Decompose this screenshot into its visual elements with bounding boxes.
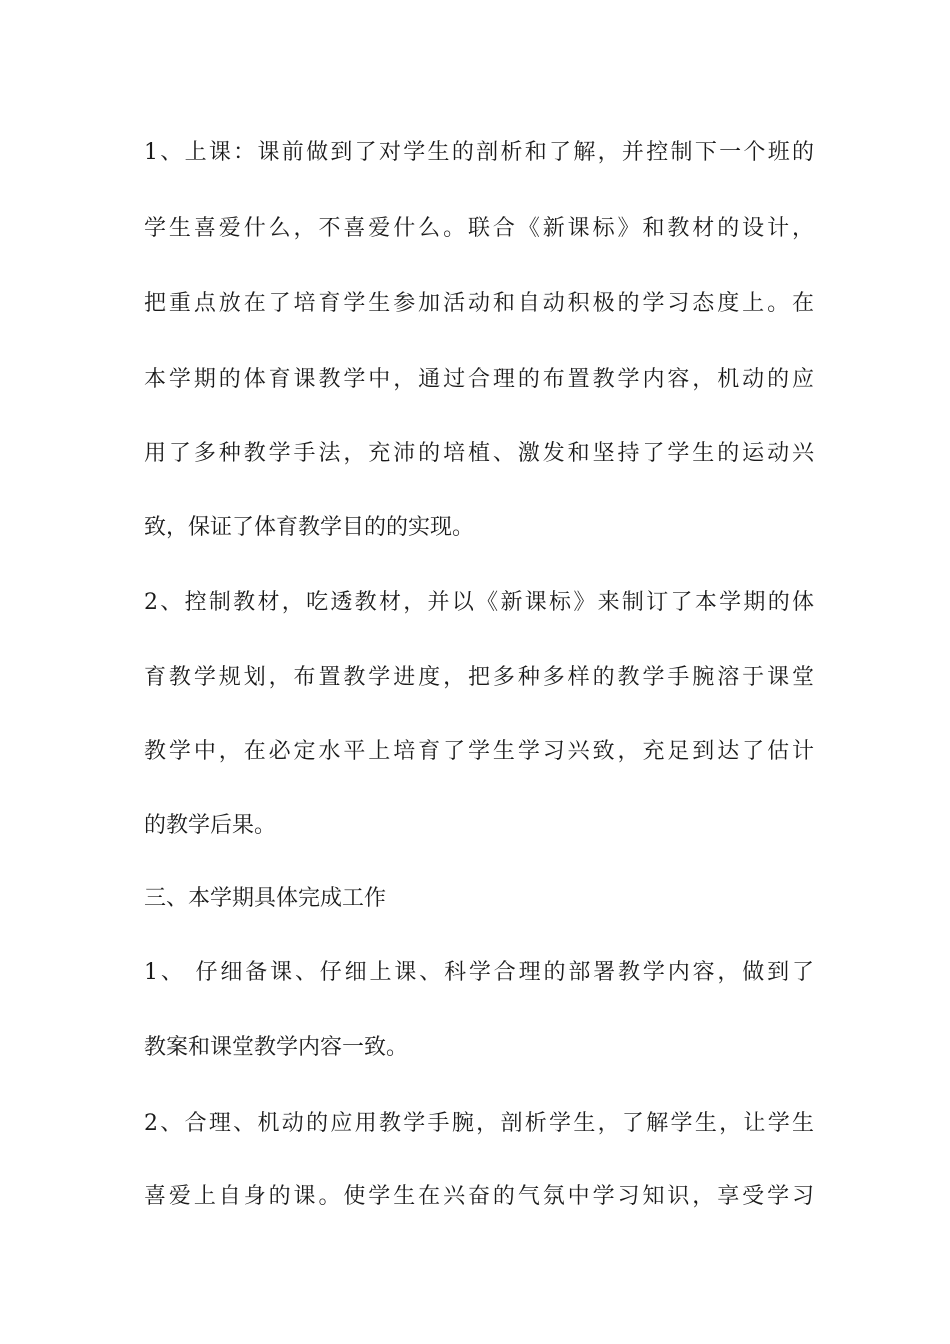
text-line: 本学期的体育课教学中，通过合理的布置教学内容，机动的应: [144, 367, 814, 392]
text-line: 1、 仔细备课、仔细上课、科学合理的部署教学内容，做到了: [144, 960, 814, 985]
text-line: 喜爱上自身的课。使学生在兴奋的气氛中学习知识，享受学习: [144, 1184, 814, 1209]
section-heading: 三、本学期具体完成工作: [144, 886, 387, 911]
text-line: 育教学规划，布置教学进度，把多种多样的教学手腕溶于课堂: [144, 665, 814, 690]
text-line: 1、上课：课前做到了对学生的剖析和了解，并控制下一个班的: [144, 140, 814, 165]
text-line: 的教学后果。: [144, 813, 277, 838]
text-line: 用了多种教学手法，充沛的培植、激发和坚持了学生的运动兴: [144, 441, 814, 466]
text-line: 把重点放在了培育学生参加活动和自动积极的学习态度上。在: [144, 291, 814, 316]
text-line: 2、控制教材，吃透教材，并以《新课标》来制订了本学期的体: [144, 590, 814, 615]
text-line: 教案和课堂教学内容一致。: [144, 1035, 409, 1060]
text-line: 学生喜爱什么，不喜爱什么。联合《新课标》和教材的设计，: [144, 216, 814, 241]
text-line: 2、合理、机动的应用教学手腕，剖析学生，了解学生，让学生: [144, 1111, 814, 1136]
text-line: 致，保证了体育教学目的的实现。: [144, 515, 475, 540]
text-line: 教学中，在必定水平上培育了学生学习兴致，充足到达了估计: [144, 739, 814, 764]
